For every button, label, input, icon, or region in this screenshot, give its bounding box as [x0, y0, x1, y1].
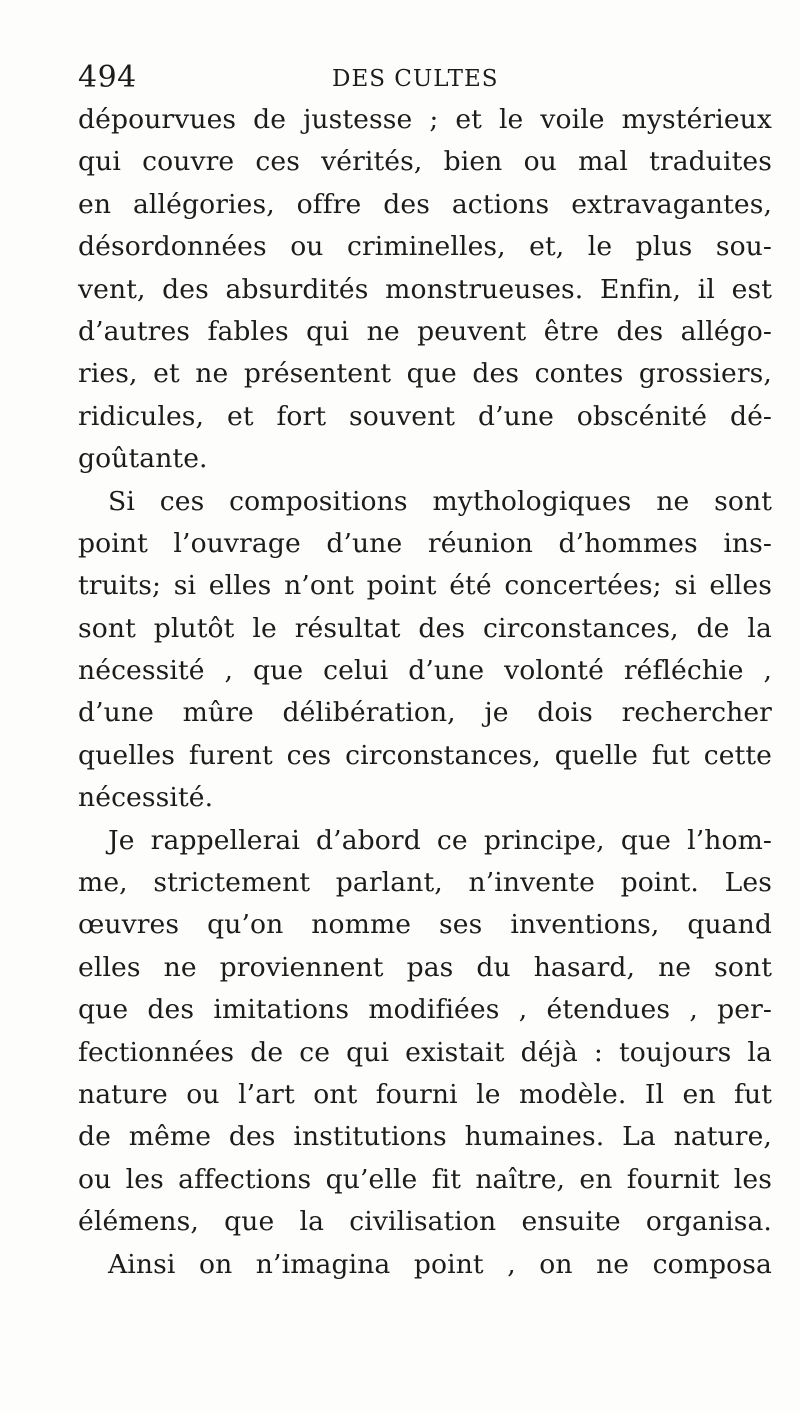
text-line: que des imitations modifiées , étendues , per- — [78, 994, 772, 1026]
text-line: nécessité , que celui d’une volonté réfléchie , — [78, 655, 772, 687]
paragraph-start-line: Si ces compositions mythologiques ne sont — [108, 485, 772, 517]
text-line: de même des institutions humaines. La nature, — [78, 1121, 772, 1153]
text-line: élémens, que la civilisation ensuite organisa. — [78, 1206, 772, 1238]
text-line: ou les affections qu’elle fit naître, en fournit les — [78, 1163, 772, 1195]
running-header — [78, 62, 770, 94]
text-line: me, strictement parlant, n’invente point. Les — [78, 867, 772, 899]
text-line: d’autres fables qui ne peuvent être des allégo- — [78, 315, 772, 347]
text-line: en allégories, offre des actions extravagantes, — [78, 188, 772, 220]
text-line: qui couvre ces vérités, bien ou mal traduites — [78, 146, 772, 178]
text-line: elles ne proviennent pas du hasard, ne sont — [78, 951, 772, 983]
text-line: point l’ouvrage d’une réunion d’hommes ins- — [78, 527, 772, 559]
text-line: désordonnées ou criminelles, et, le plus sou- — [78, 231, 772, 263]
text-line: vent, des absurdités monstrueuses. Enfin, il est — [78, 273, 772, 305]
text-line: nécessité. — [78, 782, 214, 814]
text-line: ries, et ne présentent que des contes grossiers, — [78, 358, 772, 390]
running-title: DES CULTES — [332, 66, 499, 92]
text-line: d’une mûre délibération, je dois rechercher — [78, 697, 772, 729]
text-line: sont plutôt le résultat des circonstances, de la — [78, 612, 772, 644]
paragraph-start-line: Ainsi on n’imagina point , on ne composa — [108, 1248, 772, 1280]
text-line: œuvres qu’on nomme ses inventions, quand — [78, 909, 772, 941]
text-line: fectionnées de ce qui existait déjà : toujours la — [78, 1036, 772, 1068]
text-line: nature ou l’art ont fourni le modèle. Il en fut — [78, 1078, 772, 1110]
text-line: quelles furent ces circonstances, quelle fut cette — [78, 739, 772, 771]
text-line: goûtante. — [78, 443, 208, 475]
text-line: truits; si elles n’ont point été concertées; si elles — [78, 570, 772, 602]
text-line: dépourvues de justesse ; et le voile mystérieux — [78, 104, 772, 135]
page-number: 494 — [78, 60, 137, 95]
body-text — [78, 99, 772, 1286]
text-line: ridicules, et fort souvent d’une obscénité dé- — [78, 400, 772, 432]
paragraph-start-line: Je rappellerai d’abord ce principe, que l’hom- — [108, 824, 772, 856]
